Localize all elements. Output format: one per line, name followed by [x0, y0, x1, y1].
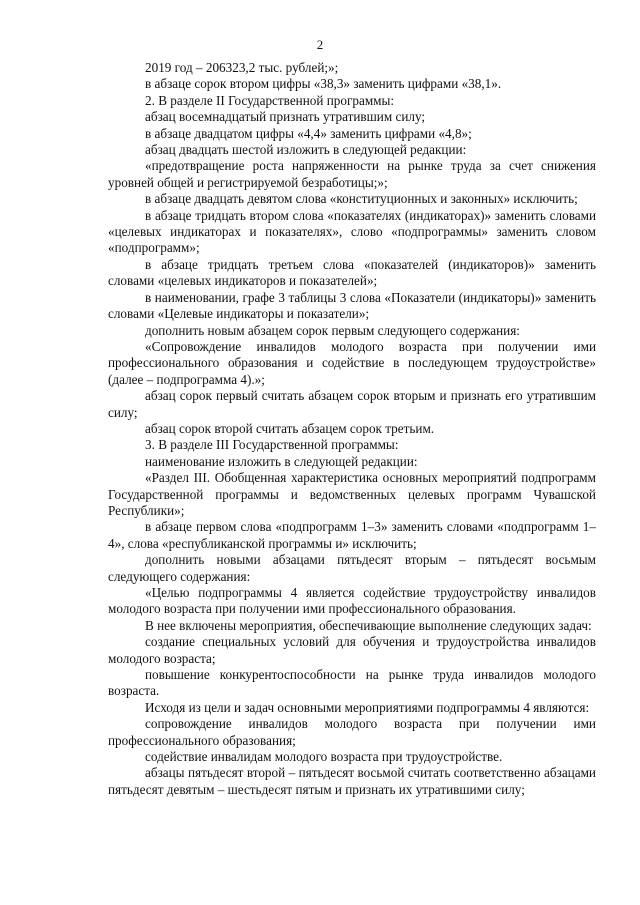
paragraph: наименование изложить в следующей редакции: — [145, 453, 418, 469]
paragraph: в абзаце первом слова «подпрограмм 1–3» заменить словами «подпрограмм 1–4», слова «республиканской программы и» исключить; — [108, 519, 596, 551]
paragraph: абзац восемнадцатый признать утратившим силу; — [145, 109, 426, 125]
page-number: 2 — [316, 37, 324, 52]
paragraph: «Сопровождение инвалидов молодого возраста при получении ими профессионального образования и содействие в последующем трудоустройстве» (далее – подпрограмма 4).»; — [108, 338, 596, 387]
paragraph: «предотвращение роста напряженности на рынке труда за счет снижения уровней общей и регистрируемой безработицы;»; — [108, 158, 596, 190]
paragraph: 2. В разделе II Государственной программы: — [145, 92, 395, 108]
paragraph: создание специальных условий для обучения и трудоустройства инвалидов молодого возраста; — [108, 634, 596, 666]
paragraph: повышение конкурентоспособности на рынке труда инвалидов молодого возраста. — [108, 667, 596, 699]
paragraph: в абзаце двадцатом цифры «4,4» заменить цифрами «4,8»; — [145, 125, 472, 141]
paragraph: В нее включены мероприятия, обеспечивающие выполнение следующих задач: — [145, 617, 592, 633]
paragraph: в абзаце двадцать девятом слова «конституционных и законных» исключить; — [145, 191, 578, 207]
paragraph: в абзаце сорок втором цифры «38,3» заменить цифрами «38,1». — [145, 76, 502, 92]
paragraph: абзац сорок первый считать абзацем сорок вторым и признать его утратившим силу; — [108, 388, 596, 420]
paragraph: 2019 год – 206323,2 тыс. рублей;»; — [145, 60, 339, 75]
paragraph: в абзаце тридцать третьем слова «показателей (индикаторов)» заменить словами «целевых индикаторов и показателей»; — [108, 256, 596, 289]
paragraph: «Раздел III. Обобщенная характеристика основных мероприятий подпрограмм Государственной программы и ведомственных целевых программ Чувашской Республики»; — [108, 470, 596, 518]
paragraph: сопровождение инвалидов молодого возраста при получении ими профессионального образования; — [108, 716, 596, 748]
paragraph: дополнить новыми абзацами пятьдесят вторым – пятьдесят восьмым следующего содержания: — [108, 552, 596, 584]
paragraph: абзац сорок второй считать абзацем сорок третьим. — [145, 420, 435, 436]
paragraph: дополнить новым абзацем сорок первым следующего содержания: — [145, 322, 520, 338]
paragraph: в наименовании, графе 3 таблицы 3 слова «Показатели (индикаторы)» заменить словами «Целевые индикаторы и показатели»; — [108, 289, 596, 322]
paragraph: абзац двадцать шестой изложить в следующей редакции: — [145, 142, 467, 158]
paragraph: в абзаце тридцать втором слова «показателях (индикаторах)» заменить словами «целевых индикаторах и показателях», слово «подпрограммы» заменить словом «подпрограмм»; — [108, 207, 596, 256]
document-body — [108, 60, 596, 798]
paragraph: 3. В разделе III Государственной программы: — [145, 437, 399, 453]
paragraph: содействие инвалидам молодого возраста при трудоустройстве. — [145, 749, 503, 765]
paragraph: Исходя из цели и задач основными мероприятиями подпрограммы 4 являются: — [145, 699, 590, 715]
paragraph: абзацы пятьдесят второй – пятьдесят восьмой считать соответственно абзацами пятьдесят девятым – шестьдесят пятым и признать их утратившими силу; — [108, 765, 596, 797]
paragraph: «Целью подпрограммы 4 является содействие трудоустройству инвалидов молодого возраста при получении ими профессионального образования. — [108, 585, 596, 617]
